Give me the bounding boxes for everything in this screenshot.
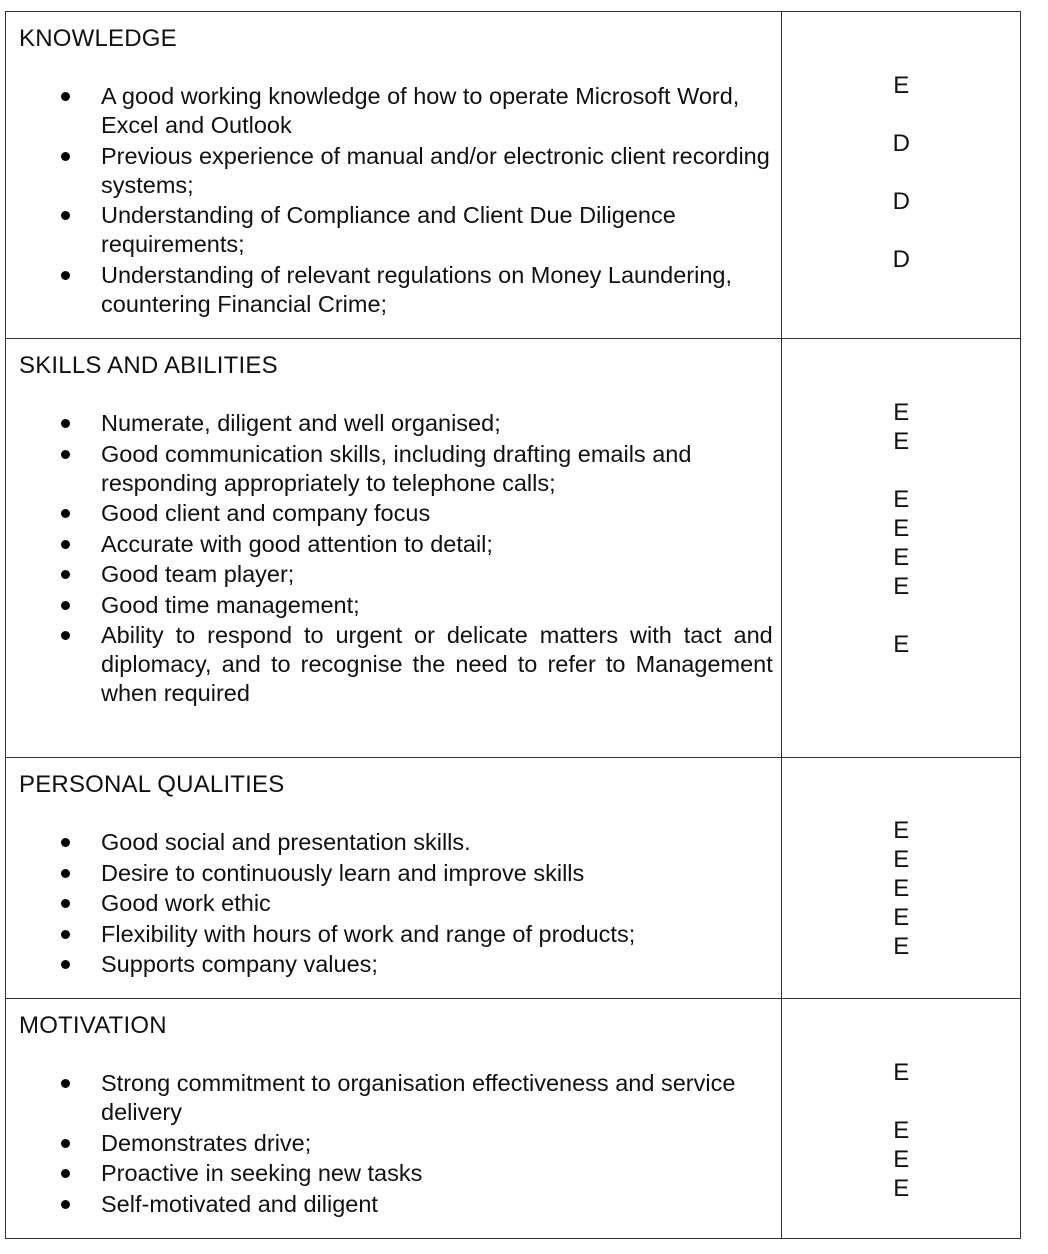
list-item (6, 409, 781, 438)
criteria-list (6, 409, 781, 708)
list-item (6, 261, 781, 319)
section-heading: MOTIVATION (19, 1012, 167, 1039)
bullet-icon (61, 540, 70, 549)
criterion-text: Good client and company focus (101, 500, 431, 526)
bullet-icon (61, 1169, 70, 1178)
rating-mark: E (893, 72, 910, 99)
list-item (6, 142, 781, 200)
criterion-text: Good team player; (101, 561, 295, 587)
list-item (6, 828, 781, 857)
bullet-icon (61, 419, 70, 428)
section-rating-cell (781, 758, 1020, 999)
criterion-text: Good social and presentation skills. (101, 829, 471, 855)
list-item (6, 1190, 781, 1219)
section-criteria-cell (6, 339, 782, 758)
list-item (6, 591, 781, 620)
criterion-text: Understanding of Compliance and Client Due Diligence requirements; (101, 202, 676, 257)
bullet-icon (61, 1139, 70, 1148)
list-item (6, 201, 781, 259)
bullet-icon (61, 509, 70, 518)
rating-mark: E (893, 846, 910, 873)
criterion-text: Numerate, diligent and well organised; (101, 410, 501, 436)
list-item (6, 950, 781, 979)
rating-mark: E (893, 904, 910, 931)
rating-mark: E (893, 515, 910, 542)
list-item (6, 920, 781, 949)
bullet-icon (61, 899, 70, 908)
criterion-text: Flexibility with hours of work and range of products; (101, 920, 636, 947)
rating-mark: E (893, 428, 910, 455)
criterion-text: Previous experience of manual and/or electronic client recording systems; (101, 142, 770, 198)
rating-mark: E (893, 573, 910, 600)
rating-mark: E (893, 544, 910, 571)
rating-mark: E (893, 1146, 910, 1173)
rating-mark: E (893, 1117, 910, 1144)
list-item (6, 82, 781, 140)
bullet-icon (61, 838, 70, 847)
list-item (6, 889, 781, 918)
list-item (6, 1069, 781, 1127)
rating-mark: E (893, 1059, 910, 1086)
rating-mark: D (892, 130, 910, 157)
bullet-icon (61, 450, 70, 459)
list-item (6, 1159, 781, 1188)
section-heading: SKILLS AND ABILITIES (19, 352, 278, 379)
section-criteria-cell (6, 999, 782, 1239)
section-criteria-cell (6, 12, 782, 339)
criterion-text: Proactive in seeking new tasks (101, 1160, 423, 1186)
section-row-skills (6, 339, 1021, 758)
section-rating-cell (781, 339, 1020, 758)
list-item (6, 530, 781, 559)
bullet-icon (61, 1200, 70, 1209)
criterion-text: Demonstrates drive; (101, 1129, 312, 1156)
bullet-icon (61, 570, 70, 579)
bullet-icon (61, 211, 70, 220)
rating-mark: E (893, 875, 910, 902)
criterion-text: Good work ethic (101, 890, 271, 916)
criterion-text: Supports company values; (101, 951, 378, 977)
bullet-icon (61, 869, 70, 878)
rating-mark: E (893, 399, 910, 426)
list-item (6, 859, 781, 888)
bullet-icon (61, 92, 70, 101)
bullet-icon (61, 930, 70, 939)
criteria-list (6, 1069, 781, 1219)
rating-mark: E (893, 631, 910, 658)
criterion-text: Desire to continuously learn and improve skills (101, 859, 585, 886)
list-item (6, 440, 781, 498)
criterion-text: Strong commitment to organisation effectiveness and service delivery (101, 1070, 736, 1125)
criterion-text: Ability to respond to urgent or delicate matters with tact and diplomacy, and to recognise the need to refer to Management when required (101, 622, 773, 706)
rating-mark: E (893, 1175, 910, 1202)
section-heading: PERSONAL QUALITIES (19, 771, 285, 798)
rating-mark: E (893, 817, 910, 844)
criterion-text: Accurate with good attention to detail; (101, 530, 493, 557)
criteria-list (6, 828, 781, 979)
bullet-icon (61, 271, 70, 280)
section-row-knowledge (6, 12, 1021, 339)
criterion-text: Self-motivated and diligent (101, 1190, 378, 1217)
list-item (6, 1129, 781, 1158)
criterion-text: Good communication skills, including drafting emails and responding appropriately to telephone calls; (101, 440, 692, 496)
bullet-icon (61, 960, 70, 969)
list-item (6, 621, 781, 708)
criterion-text: A good working knowledge of how to operate Microsoft Word, Excel and Outlook (101, 83, 740, 138)
section-row-motivation (6, 999, 1021, 1239)
rating-mark: E (893, 486, 910, 513)
list-item (6, 560, 781, 589)
bullet-icon (61, 152, 70, 161)
list-item (6, 499, 781, 528)
bullet-icon (61, 1079, 70, 1088)
criterion-text: Good time management; (101, 591, 360, 618)
criteria-list (6, 82, 781, 319)
rating-mark: D (892, 246, 910, 273)
bullet-icon (61, 601, 70, 610)
rating-mark: D (892, 188, 910, 215)
section-row-personal-qualities (6, 758, 1021, 999)
section-criteria-cell (6, 758, 782, 999)
section-rating-cell (781, 999, 1020, 1239)
criterion-text: Understanding of relevant regulations on Money Laundering, countering Financial Crime; (101, 261, 733, 317)
person-specification-table (5, 11, 1021, 1239)
rating-mark: E (893, 933, 910, 960)
section-rating-cell (781, 12, 1020, 339)
bullet-icon (61, 631, 70, 640)
section-heading: KNOWLEDGE (19, 25, 177, 52)
